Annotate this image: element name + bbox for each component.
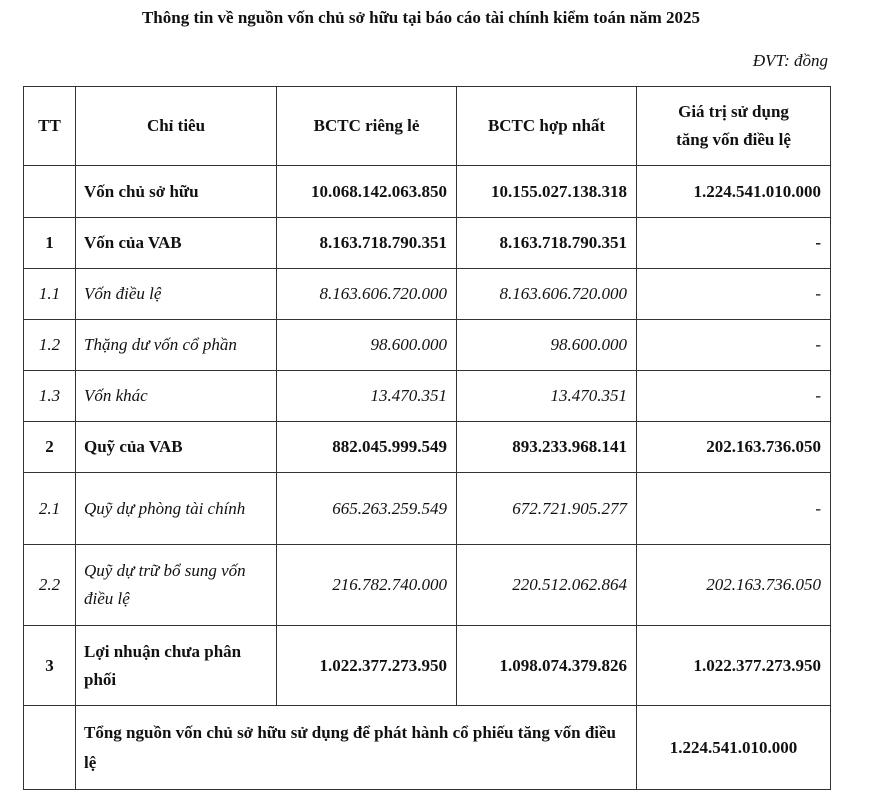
table-row xyxy=(24,473,831,545)
row-gia-tri: 202.163.736.050 xyxy=(637,422,831,473)
row-tt: 1.1 xyxy=(24,269,76,320)
table-row xyxy=(24,269,831,320)
total-tt xyxy=(24,706,76,790)
row-hop-nhat: 8.163.606.720.000 xyxy=(457,269,637,320)
table-row xyxy=(24,218,831,269)
row-rieng-le: 1.022.377.273.950 xyxy=(277,626,457,706)
total-row xyxy=(24,706,831,790)
row-name: Lợi nhuận chưa phân phối xyxy=(76,626,277,706)
row-rieng-le: 98.600.000 xyxy=(277,320,457,371)
row-tt: 2 xyxy=(24,422,76,473)
row-tt: 1 xyxy=(24,218,76,269)
header-row xyxy=(24,87,831,166)
row-hop-nhat: 1.098.074.379.826 xyxy=(457,626,637,706)
row-rieng-le: 10.068.142.063.850 xyxy=(277,166,457,218)
row-hop-nhat: 13.470.351 xyxy=(457,371,637,422)
header-gia-tri-line1: Giá trị sử dụng xyxy=(678,102,789,121)
row-tt: 2.1 xyxy=(24,473,76,545)
row-gia-tri: 202.163.736.050 xyxy=(637,545,831,626)
row-name: Vốn điều lệ xyxy=(76,269,277,320)
total-value: 1.224.541.010.000 xyxy=(637,706,831,790)
total-label: Tổng nguồn vốn chủ sở hữu sử dụng để phát hành cổ phiếu tăng vốn điều lệ xyxy=(76,706,637,790)
row-gia-tri: - xyxy=(637,320,831,371)
row-name: Vốn khác xyxy=(76,371,277,422)
row-hop-nhat: 10.155.027.138.318 xyxy=(457,166,637,218)
row-name: Quỹ của VAB xyxy=(76,422,277,473)
row-hop-nhat: 672.721.905.277 xyxy=(457,473,637,545)
header-chi-tieu: Chỉ tiêu xyxy=(76,87,277,166)
unit-label: ĐVT: đồng xyxy=(752,51,828,70)
row-tt xyxy=(24,166,76,218)
row-rieng-le: 665.263.259.549 xyxy=(277,473,457,545)
row-gia-tri: 1.224.541.010.000 xyxy=(637,166,831,218)
header-rieng-le: BCTC riêng lẻ xyxy=(277,87,457,166)
table-row xyxy=(24,371,831,422)
header-tt: TT xyxy=(24,87,76,166)
row-gia-tri: 1.022.377.273.950 xyxy=(637,626,831,706)
row-hop-nhat: 8.163.718.790.351 xyxy=(457,218,637,269)
row-hop-nhat: 98.600.000 xyxy=(457,320,637,371)
row-hop-nhat: 893.233.968.141 xyxy=(457,422,637,473)
equity-table xyxy=(23,86,831,790)
table-title: Thông tin về nguồn vốn chủ sở hữu tại báo cáo tài chính kiểm toán năm 2025 xyxy=(141,8,701,27)
row-rieng-le: 882.045.999.549 xyxy=(277,422,457,473)
row-gia-tri: - xyxy=(637,269,831,320)
table-row xyxy=(24,545,831,626)
row-tt: 1.3 xyxy=(24,371,76,422)
row-name: Quỹ dự trữ bổ sung vốn điều lệ xyxy=(76,545,277,626)
row-hop-nhat: 220.512.062.864 xyxy=(457,545,637,626)
header-hop-nhat: BCTC hợp nhất xyxy=(457,87,637,166)
row-rieng-le: 13.470.351 xyxy=(277,371,457,422)
row-name: Quỹ dự phòng tài chính xyxy=(76,473,277,545)
table-row xyxy=(24,422,831,473)
table-row xyxy=(24,166,831,218)
row-name: Vốn chủ sở hữu xyxy=(76,166,277,218)
row-rieng-le: 8.163.718.790.351 xyxy=(277,218,457,269)
header-gia-tri xyxy=(637,87,831,166)
row-tt: 1.2 xyxy=(24,320,76,371)
row-tt: 2.2 xyxy=(24,545,76,626)
row-rieng-le: 216.782.740.000 xyxy=(277,545,457,626)
table-row xyxy=(24,320,831,371)
row-name: Thặng dư vốn cổ phần xyxy=(76,320,277,371)
row-gia-tri: - xyxy=(637,218,831,269)
header-gia-tri-line2: tăng vốn điều lệ xyxy=(676,130,791,149)
row-name: Vốn của VAB xyxy=(76,218,277,269)
row-tt: 3 xyxy=(24,626,76,706)
table-row xyxy=(24,626,831,706)
row-rieng-le: 8.163.606.720.000 xyxy=(277,269,457,320)
row-gia-tri: - xyxy=(637,371,831,422)
row-gia-tri: - xyxy=(637,473,831,545)
